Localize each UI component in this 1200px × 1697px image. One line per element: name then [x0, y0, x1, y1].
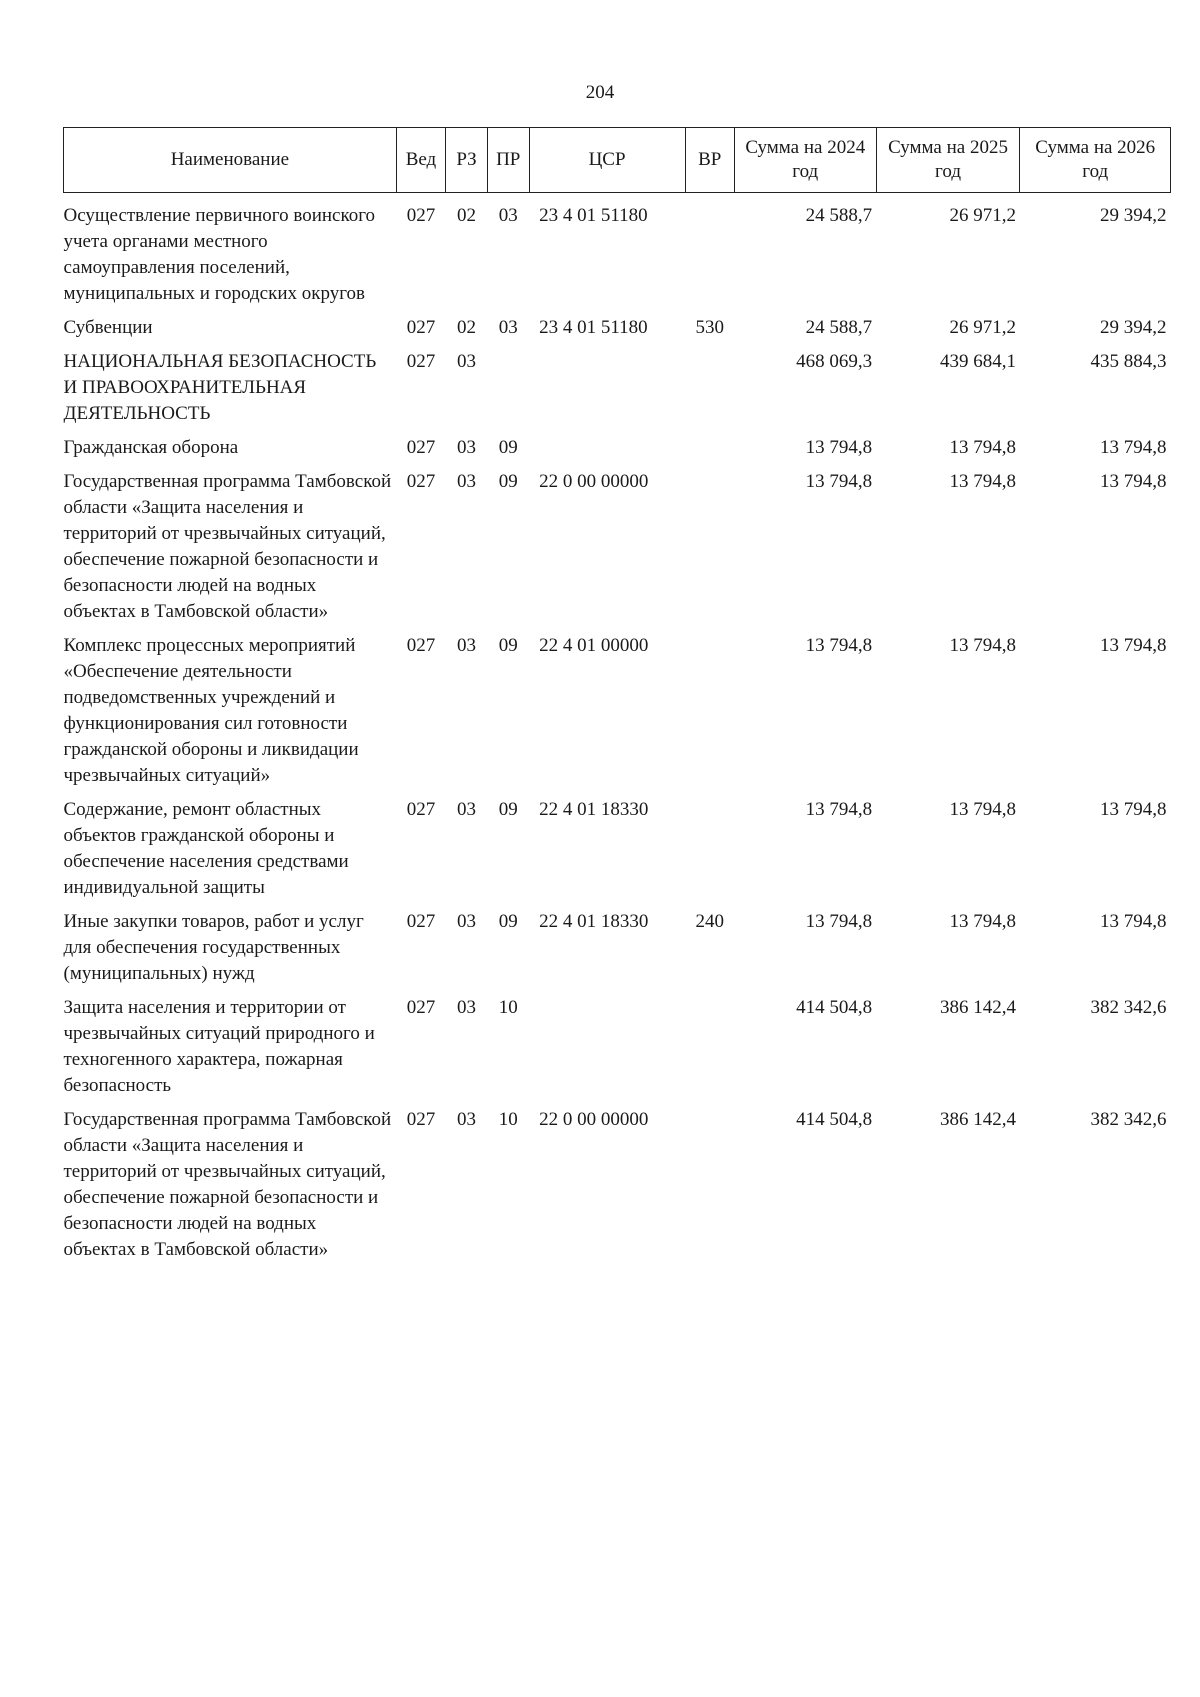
row-name: Защита населения и территории от чрезвычайных ситуаций природного и техногенного характера, пожарная безопасность [63, 997, 375, 1096]
row-sum-2025: 26 971,2 [949, 205, 1016, 226]
header-rz: РЗ [446, 128, 488, 193]
row-vr [685, 193, 734, 311]
row-rz: 03 [457, 799, 477, 820]
table-row [64, 792, 1171, 904]
row-sum-2026: 13 794,8 [1100, 635, 1167, 656]
row-csr: 22 4 01 18330 [539, 911, 649, 932]
row-csr: 23 4 01 51180 [539, 317, 648, 338]
row-sum-2026: 29 394,2 [1100, 317, 1167, 338]
header-ved: Вед [396, 128, 445, 193]
row-vr [685, 990, 734, 1102]
row-name: Иные закупки товаров, работ и услуг для обеспечения государственных (муниципальных) нужд [63, 911, 364, 984]
row-rz: 03 [457, 351, 477, 372]
row-vr [685, 1102, 734, 1266]
row-vr: 530 [695, 317, 724, 338]
row-sum-2026: 13 794,8 [1100, 911, 1167, 932]
row-sum-2024: 13 794,8 [805, 799, 873, 820]
row-sum-2024: 24 588,7 [805, 317, 873, 338]
row-csr [529, 344, 685, 430]
row-sum-2024: 414 504,8 [796, 997, 873, 1018]
table-row [64, 430, 1171, 464]
row-name: Содержание, ремонт областных объектов гражданской обороны и обеспечение населения средствами индивидуальной защиты [63, 799, 349, 898]
row-rz: 03 [457, 1109, 477, 1130]
row-sum-2024: 414 504,8 [796, 1109, 873, 1130]
row-name: Комплекс процессных мероприятий «Обеспечение деятельности подведомственных учреждений и функционирования сил готовности гражданской обороны и ликвидации чрезвычайных ситуаций» [63, 635, 359, 786]
row-vr [685, 344, 734, 430]
row-rz: 03 [457, 635, 477, 656]
header-pr: ПР [487, 128, 529, 193]
header-sum-2025: Сумма на 2025 год [876, 128, 1020, 193]
row-rz: 02 [457, 205, 477, 226]
row-sum-2026: 435 884,3 [1090, 351, 1167, 372]
row-sum-2025: 13 794,8 [949, 911, 1016, 932]
row-sum-2025: 386 142,4 [939, 997, 1016, 1018]
row-sum-2024: 13 794,8 [805, 635, 873, 656]
row-sum-2026: 13 794,8 [1100, 799, 1167, 820]
row-rz: 02 [457, 317, 477, 338]
row-ved: 027 [406, 799, 436, 820]
row-sum-2026: 382 342,6 [1090, 1109, 1167, 1130]
row-name: Гражданская оборона [63, 437, 239, 458]
row-ved: 027 [406, 317, 436, 338]
row-vr: 240 [695, 911, 724, 932]
row-ved: 027 [406, 205, 436, 226]
row-sum-2024: 13 794,8 [805, 471, 873, 492]
row-csr [529, 990, 685, 1102]
row-sum-2026: 29 394,2 [1100, 205, 1167, 226]
row-vr [685, 792, 734, 904]
row-pr: 03 [498, 317, 518, 338]
row-ved: 027 [406, 471, 436, 492]
row-name: Государственная программа Тамбовской области «Защита населения и территорий от чрезвычайных ситуаций, обеспечение пожарной безопасности и безопасности людей на водных объектах в Тамбовской области» [63, 1109, 392, 1260]
budget-table [63, 127, 1171, 1266]
row-sum-2024: 24 588,7 [805, 205, 873, 226]
row-sum-2026: 13 794,8 [1100, 471, 1167, 492]
row-sum-2025: 13 794,8 [949, 471, 1016, 492]
row-csr: 22 0 00 00000 [539, 471, 649, 492]
row-pr: 10 [498, 1109, 518, 1130]
row-vr [685, 430, 734, 464]
row-name: НАЦИОНАЛЬНАЯ БЕЗОПАСНОСТЬ И ПРАВООХРАНИТЕЛЬНАЯ ДЕЯТЕЛЬНОСТЬ [63, 351, 377, 424]
header-sum-2024: Сумма на 2024 год [734, 128, 876, 193]
row-sum-2026: 13 794,8 [1100, 437, 1167, 458]
row-pr: 09 [498, 437, 518, 458]
row-sum-2024: 13 794,8 [805, 911, 873, 932]
row-ved: 027 [406, 437, 436, 458]
row-pr: 10 [498, 997, 518, 1018]
header-sum-2026: Сумма на 2026 год [1020, 128, 1171, 193]
table-header-row [64, 128, 1171, 193]
row-name: Осуществление первичного воинского учета органами местного самоуправления поселений, муниципальных и городских округов [63, 205, 376, 304]
row-pr: 09 [498, 471, 518, 492]
row-rz: 03 [457, 437, 477, 458]
row-pr: 09 [498, 799, 518, 820]
row-csr: 22 4 01 18330 [539, 799, 649, 820]
table-row [64, 904, 1171, 990]
row-pr: 09 [498, 635, 518, 656]
header-name: Наименование [64, 128, 397, 193]
row-pr [487, 344, 529, 430]
row-vr [685, 464, 734, 628]
header-csr: ЦСР [529, 128, 685, 193]
row-csr [529, 430, 685, 464]
row-ved: 027 [406, 635, 436, 656]
row-rz: 03 [457, 997, 477, 1018]
row-ved: 027 [406, 911, 436, 932]
table-row [64, 628, 1171, 792]
row-csr: 22 0 00 00000 [539, 1109, 649, 1130]
row-sum-2025: 26 971,2 [949, 317, 1016, 338]
row-vr [685, 628, 734, 792]
header-vr: ВР [685, 128, 734, 193]
row-ved: 027 [406, 997, 436, 1018]
row-csr: 22 4 01 00000 [539, 635, 649, 656]
row-sum-2026: 382 342,6 [1090, 997, 1167, 1018]
table-row [64, 464, 1171, 628]
table-row [64, 193, 1171, 311]
row-pr: 03 [498, 205, 518, 226]
row-sum-2025: 439 684,1 [939, 351, 1016, 372]
row-pr: 09 [498, 911, 518, 932]
table-row [64, 310, 1171, 344]
row-name: Субвенции [63, 317, 153, 338]
row-sum-2025: 386 142,4 [939, 1109, 1016, 1130]
row-sum-2024: 468 069,3 [796, 351, 873, 372]
page-number: 204 [585, 82, 615, 103]
row-rz: 03 [457, 911, 477, 932]
table-row [64, 1102, 1171, 1266]
row-rz: 03 [457, 471, 477, 492]
row-sum-2025: 13 794,8 [949, 635, 1016, 656]
table-row [64, 344, 1171, 430]
row-ved: 027 [406, 1109, 436, 1130]
row-name: Государственная программа Тамбовской области «Защита населения и территорий от чрезвычайных ситуаций, обеспечение пожарной безопасности и безопасности людей на водных объектах в Тамбовской области» [63, 471, 392, 622]
row-sum-2024: 13 794,8 [805, 437, 873, 458]
row-ved: 027 [406, 351, 436, 372]
row-sum-2025: 13 794,8 [949, 437, 1016, 458]
row-csr: 23 4 01 51180 [539, 205, 648, 226]
row-sum-2025: 13 794,8 [949, 799, 1016, 820]
table-row [64, 990, 1171, 1102]
